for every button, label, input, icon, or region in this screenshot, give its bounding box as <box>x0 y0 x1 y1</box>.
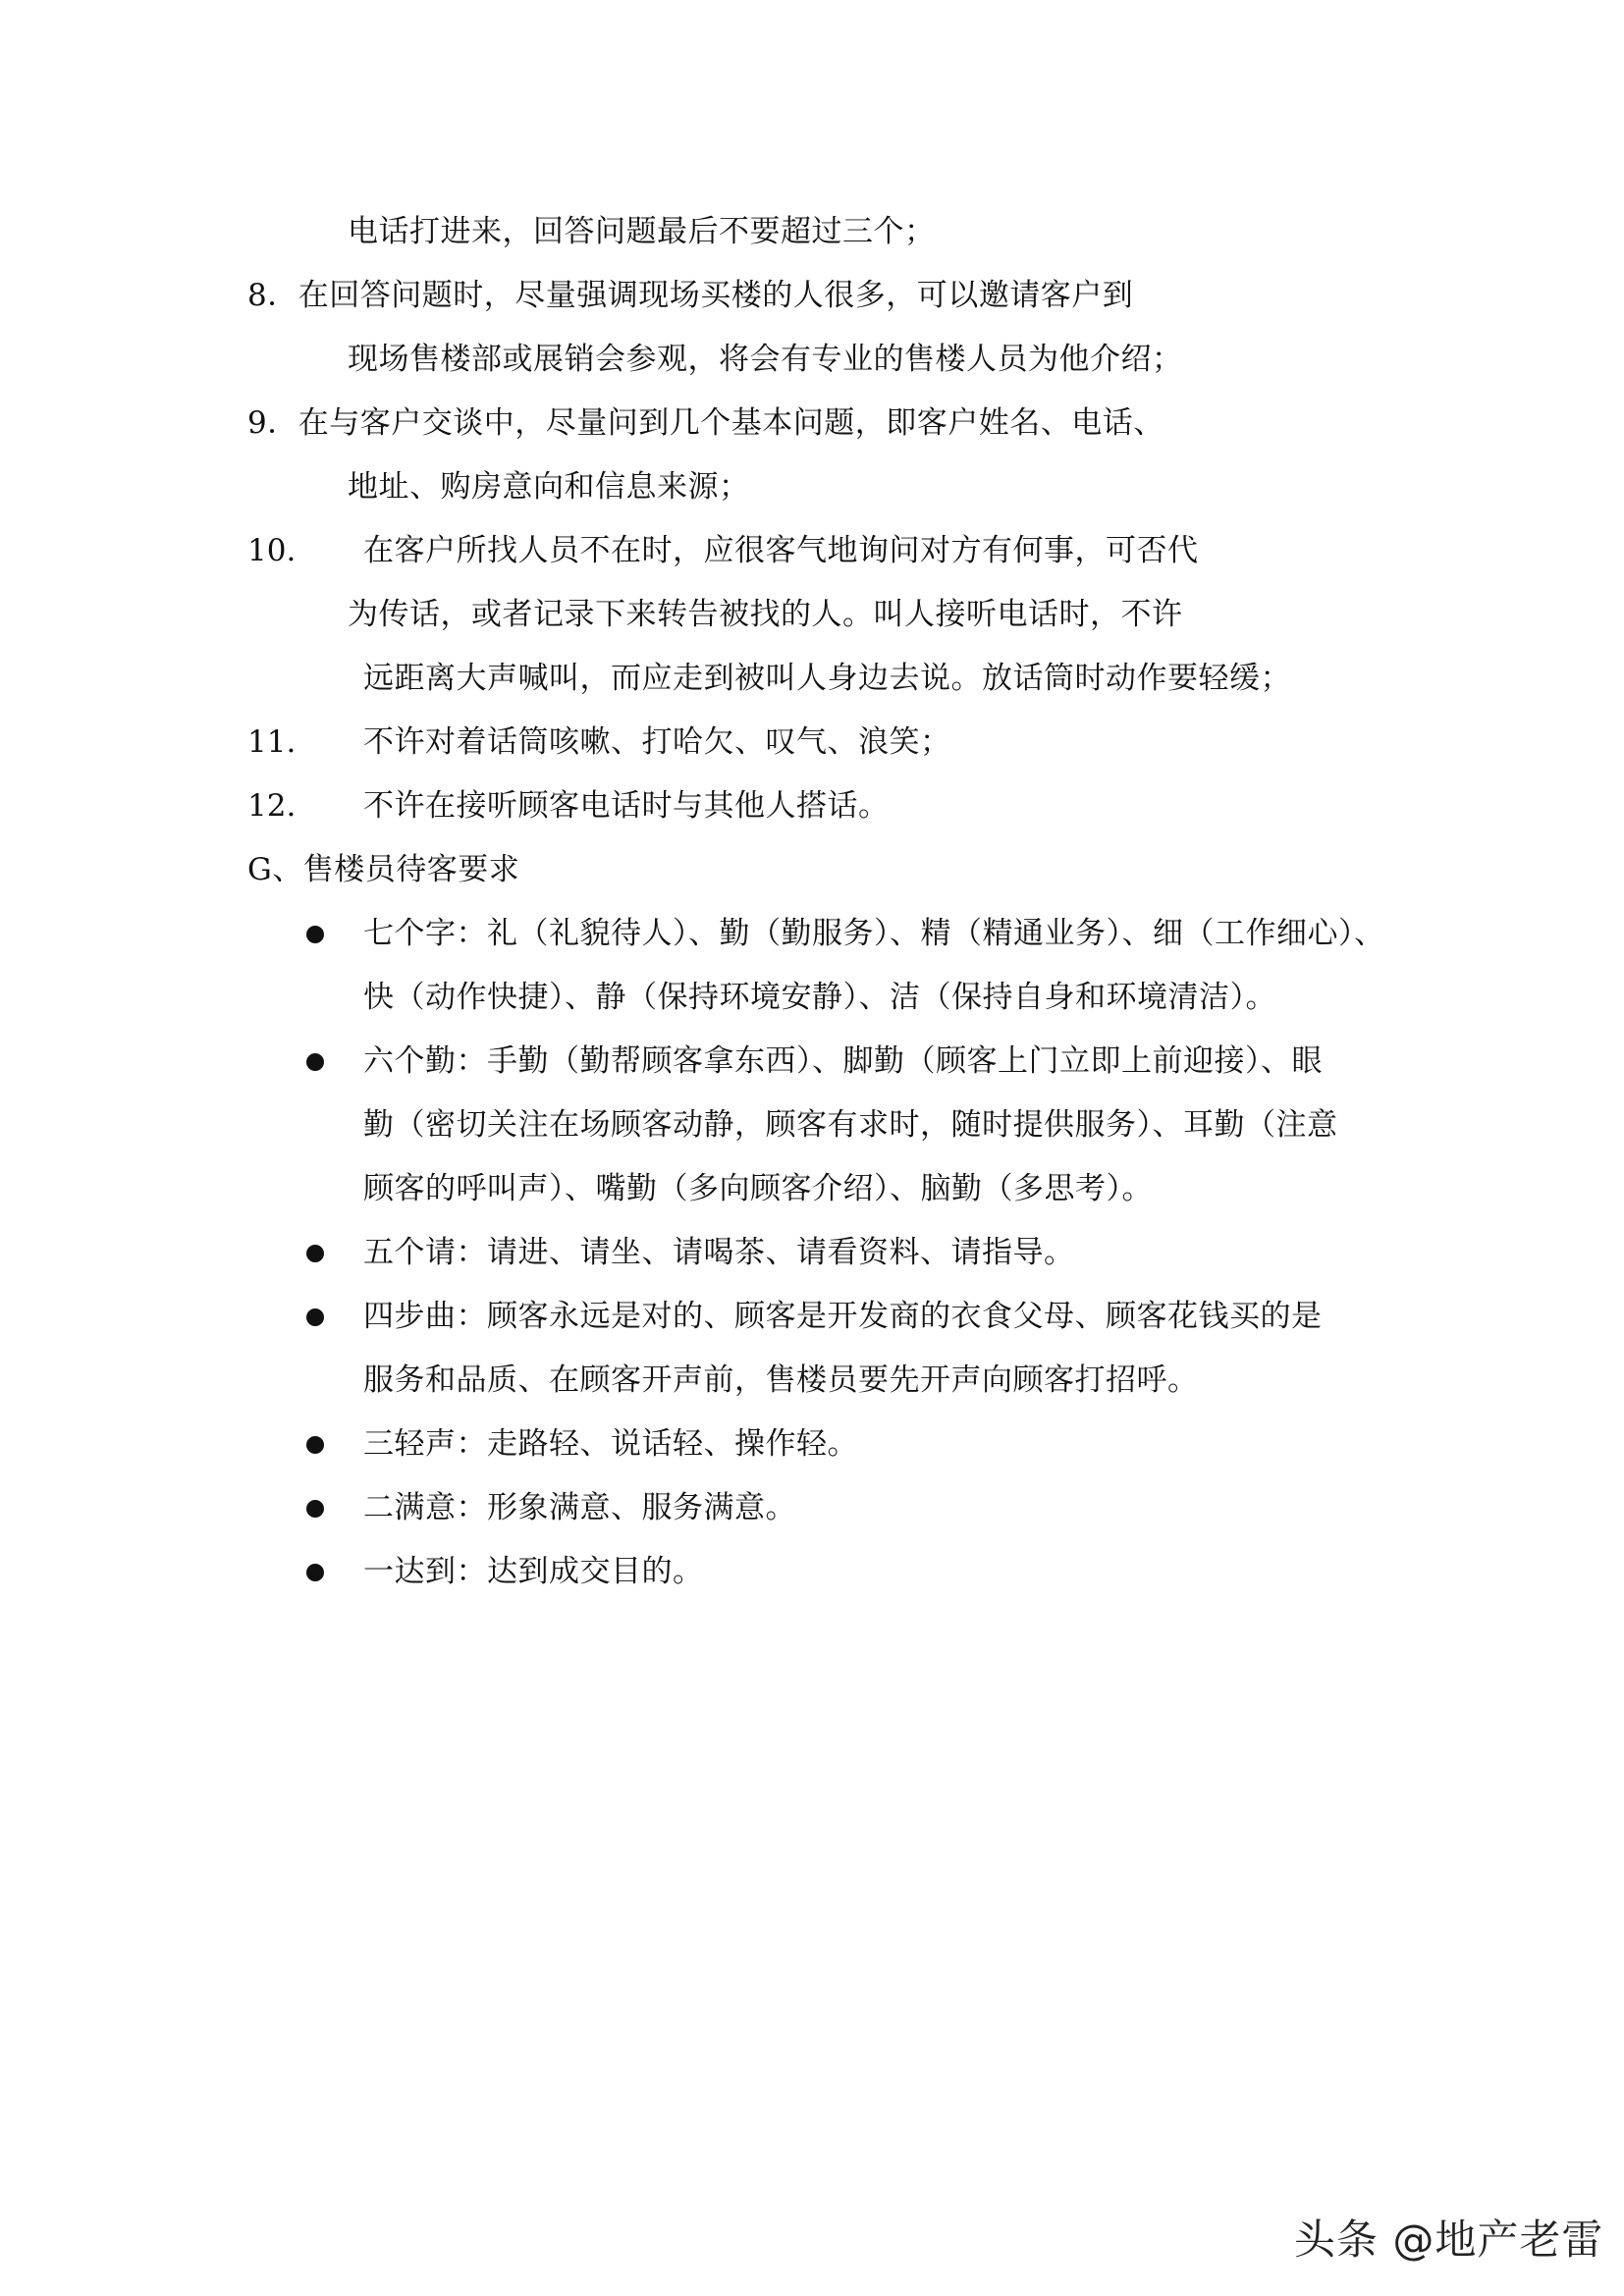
list-number-12: 12. <box>247 788 297 824</box>
bullet-text: 五个请：请进、请坐、请喝茶、请看资料、请指导。 <box>363 1235 1075 1270</box>
bullet-text: 勤（密切关注在场顾客动静，顾客有求时，随时提供服务）、耳勤（注意 <box>363 1107 1338 1143</box>
list-item-8: 8．在回答问题时，尽量强调现场买楼的人很多，可以邀请客户到 <box>247 278 1134 313</box>
watermark: 头条 @地产老雷 <box>1294 2216 1604 2264</box>
list-item-9: 9．在与客户交谈中，尽量问到几个基本问题，即客户姓名、电话、 <box>247 405 1164 441</box>
bullet-icon <box>306 1436 324 1454</box>
list-item-10: 在客户所找人员不在时，应很客气地询问对方有何事，可否代 <box>363 533 1199 568</box>
bullet-text: 六个勤：手勤（勤帮顾客拿东西）、脚勤（顾客上门立即上前迎接）、眼 <box>363 1043 1323 1079</box>
bullet-text: 快（动作快捷）、静（保持环境安静）、洁（保持自身和环境清洁）。 <box>363 980 1276 1015</box>
bullet-icon <box>306 1245 324 1262</box>
list-item-12: 不许在接听顾客电话时与其他人搭话。 <box>363 788 890 824</box>
text-line: 电话打进来，回答问题最后不要超过三个； <box>348 214 936 249</box>
list-number-11: 11. <box>247 724 297 760</box>
text-line: 现场售楼部或展销会参观，将会有专业的售楼人员为他介绍； <box>348 342 1183 377</box>
bullet-icon <box>306 1308 324 1326</box>
bullet-text: 七个字：礼（礼貌待人）、勤（勤服务）、精（精通业务）、细（工作细心）、 <box>363 916 1385 951</box>
bullet-text: 二满意：形象满意、服务满意。 <box>363 1490 796 1525</box>
text-line: 远距离大声喊叫，而应走到被叫人身边去说。放话筒时动作要轻缓； <box>363 661 1291 696</box>
bullet-icon <box>306 926 324 943</box>
bullet-icon <box>306 1564 324 1581</box>
bullet-text: 顾客的呼叫声）、嘴勤（多向顾客介绍）、脑勤（多思考）。 <box>363 1171 1153 1206</box>
bullet-text: 一达到：达到成交目的。 <box>363 1554 704 1589</box>
section-heading: G、售楼员待客要求 <box>247 852 520 887</box>
bullet-text: 三轻声：走路轻、说话轻、操作轻。 <box>363 1426 858 1462</box>
list-item-11: 不许对着话筒咳嗽、打哈欠、叹气、浪笑； <box>363 724 951 760</box>
bullet-text: 四步曲：顾客永远是对的、顾客是开发商的衣食父母、顾客花钱买的是 <box>363 1299 1323 1334</box>
text-line: 为传话，或者记录下来转告被找的人。叫人接听电话时，不许 <box>348 597 1183 632</box>
list-number-10: 10. <box>247 533 297 568</box>
bullet-icon <box>306 1053 324 1071</box>
bullet-text: 服务和品质、在顾客开声前，售楼员要先开声向顾客打招呼。 <box>363 1362 1199 1398</box>
text-line: 地址、购房意向和信息来源； <box>348 469 750 505</box>
bullet-icon <box>306 1500 324 1518</box>
